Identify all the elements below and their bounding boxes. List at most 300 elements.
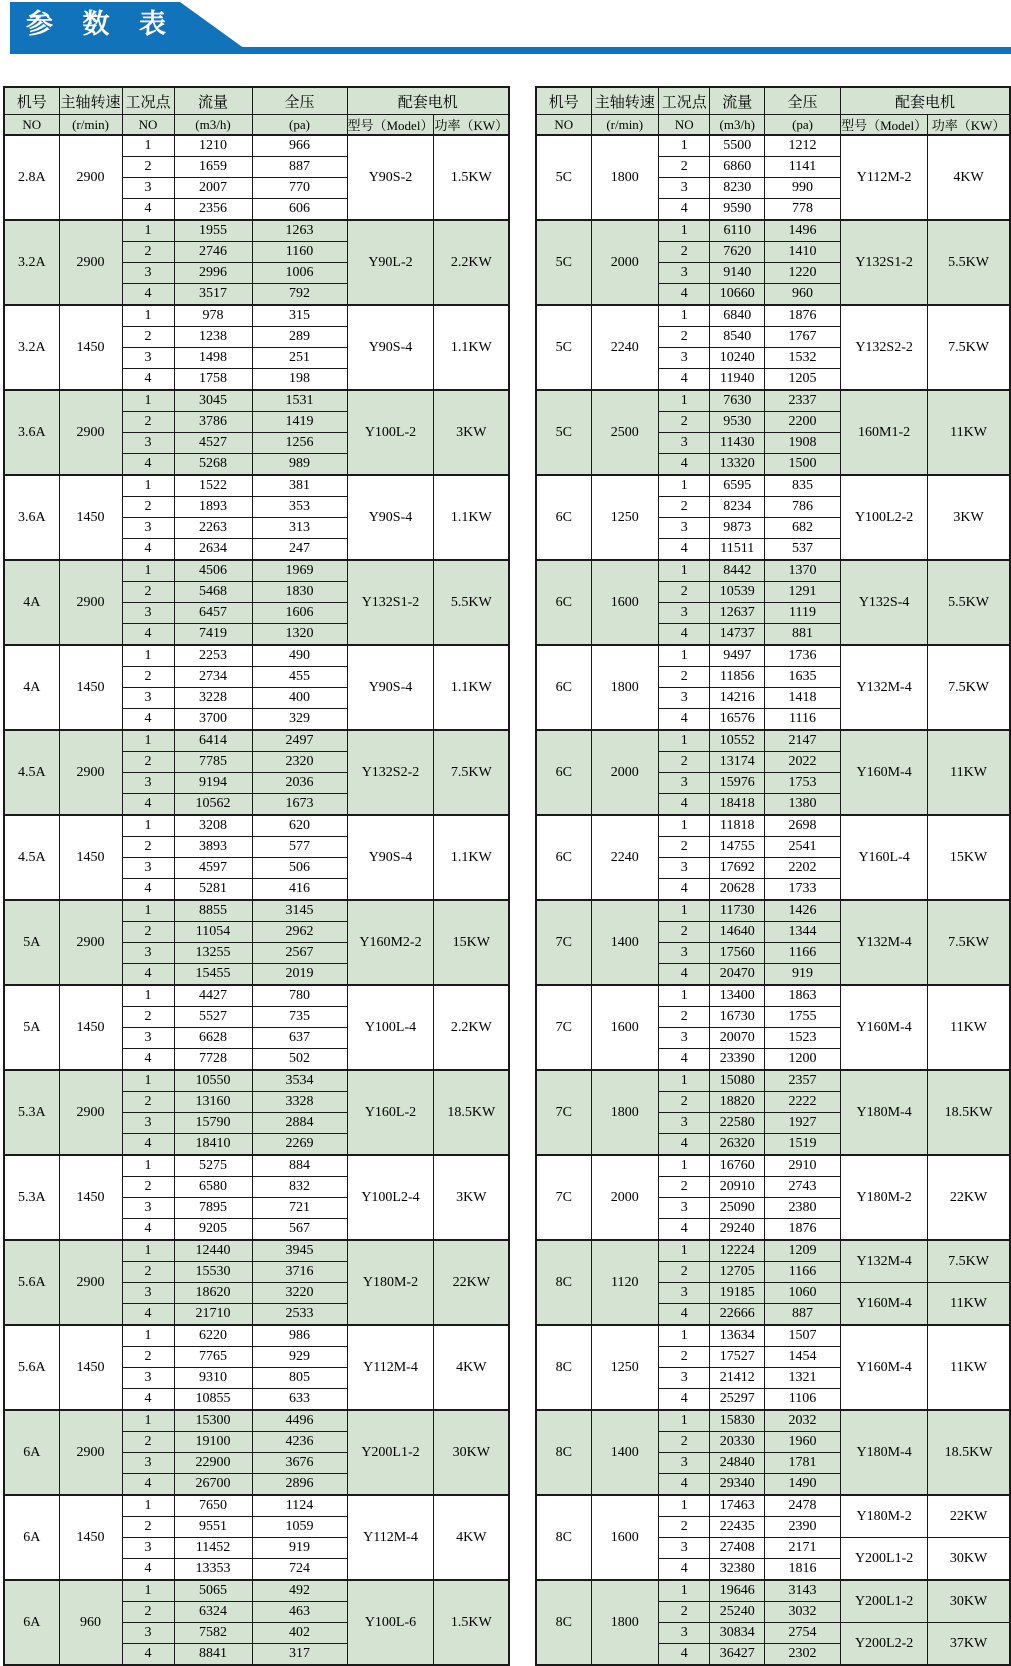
point-no-cell: 3 — [658, 1283, 710, 1304]
point-no-cell: 4 — [122, 879, 174, 901]
col-subheader-motor-power: 功率（KW） — [434, 115, 509, 136]
motor-model-cell: Y160M-4 — [841, 985, 928, 1070]
machine-no-cell: 7C — [536, 985, 591, 1070]
pressure-cell: 2478 — [764, 1495, 840, 1517]
flow-cell: 7765 — [174, 1347, 252, 1368]
pressure-cell: 3945 — [252, 1240, 347, 1262]
point-no-cell: 2 — [658, 1347, 710, 1368]
machine-no-cell: 3.6A — [4, 390, 59, 475]
flow-cell: 22666 — [710, 1304, 764, 1326]
pressure-cell: 2147 — [764, 730, 840, 752]
flow-cell: 13320 — [710, 454, 764, 476]
pressure-cell: 1500 — [764, 454, 840, 476]
speed-cell: 2500 — [591, 390, 658, 475]
pressure-cell: 960 — [764, 284, 840, 306]
point-no-cell: 3 — [122, 1283, 174, 1304]
pressure-cell: 251 — [252, 348, 347, 369]
pressure-cell: 1876 — [764, 305, 840, 327]
pressure-cell: 1263 — [252, 220, 347, 242]
point-no-cell: 4 — [122, 709, 174, 731]
point-no-cell: 3 — [658, 348, 710, 369]
point-no-cell: 4 — [122, 1304, 174, 1326]
col-header-machine: 机号 — [536, 87, 591, 115]
flow-cell: 14640 — [710, 922, 764, 943]
flow-cell: 8540 — [710, 327, 764, 348]
motor-model-cell: Y90S-2 — [347, 135, 434, 220]
flow-cell: 6840 — [710, 305, 764, 327]
flow-cell: 19100 — [174, 1432, 252, 1453]
flow-cell: 25297 — [710, 1389, 764, 1411]
point-no-cell: 2 — [122, 1432, 174, 1453]
speed-cell: 2900 — [59, 135, 122, 220]
flow-cell: 13255 — [174, 943, 252, 964]
pressure-cell: 1736 — [764, 645, 840, 667]
pressure-cell: 1418 — [764, 688, 840, 709]
flow-cell: 9551 — [174, 1517, 252, 1538]
pressure-cell: 1212 — [764, 135, 840, 157]
pressure-cell: 1321 — [764, 1368, 840, 1389]
flow-cell: 11940 — [710, 369, 764, 391]
pressure-cell: 887 — [252, 157, 347, 178]
flow-cell: 9310 — [174, 1368, 252, 1389]
point-no-cell: 2 — [658, 497, 710, 518]
speed-cell: 1600 — [591, 985, 658, 1070]
motor-model-cell: Y90S-4 — [347, 815, 434, 900]
pressure-cell: 780 — [252, 985, 347, 1007]
flow-cell: 23390 — [710, 1049, 764, 1071]
pressure-cell: 835 — [764, 475, 840, 497]
col-subheader-pressure: (pa) — [764, 115, 840, 136]
pressure-cell: 317 — [252, 1644, 347, 1666]
point-no-cell: 2 — [122, 1007, 174, 1028]
flow-cell: 2634 — [174, 539, 252, 561]
flow-cell: 3893 — [174, 837, 252, 858]
pressure-cell: 1380 — [764, 794, 840, 816]
col-header-point: 工况点 — [658, 87, 710, 115]
speed-cell: 2900 — [59, 560, 122, 645]
pressure-cell: 1059 — [252, 1517, 347, 1538]
machine-no-cell: 6A — [4, 1410, 59, 1495]
flow-cell: 9873 — [710, 518, 764, 539]
flow-cell: 6595 — [710, 475, 764, 497]
flow-cell: 11818 — [710, 815, 764, 837]
point-no-cell: 1 — [658, 900, 710, 922]
flow-cell: 6628 — [174, 1028, 252, 1049]
flow-cell: 4506 — [174, 560, 252, 582]
point-no-cell: 1 — [658, 475, 710, 497]
motor-power-cell: 5.5KW — [928, 560, 1010, 645]
motor-power-cell: 3KW — [434, 390, 509, 475]
motor-model-cell: Y90S-4 — [347, 305, 434, 390]
parameter-table-left — [3, 86, 510, 1666]
flow-cell: 10550 — [174, 1070, 252, 1092]
point-no-cell: 3 — [658, 178, 710, 199]
pressure-cell: 2302 — [764, 1644, 840, 1666]
flow-cell: 4427 — [174, 985, 252, 1007]
flow-cell: 11856 — [710, 667, 764, 688]
flow-cell: 6110 — [710, 220, 764, 242]
flow-cell: 7728 — [174, 1049, 252, 1071]
point-no-cell: 2 — [658, 242, 710, 263]
point-no-cell: 2 — [122, 752, 174, 773]
flow-cell: 22435 — [710, 1517, 764, 1538]
point-no-cell: 4 — [122, 369, 174, 391]
point-no-cell: 1 — [658, 1325, 710, 1347]
point-no-cell: 3 — [658, 773, 710, 794]
pressure-cell: 1635 — [764, 667, 840, 688]
flow-cell: 6324 — [174, 1602, 252, 1623]
flow-cell: 12440 — [174, 1240, 252, 1262]
speed-cell: 2900 — [59, 220, 122, 305]
flow-cell: 2746 — [174, 242, 252, 263]
point-no-cell: 2 — [122, 667, 174, 688]
pressure-cell: 2019 — [252, 964, 347, 986]
point-no-cell: 3 — [658, 263, 710, 284]
motor-model-cell: Y160M2-2 — [347, 900, 434, 985]
flow-cell: 3517 — [174, 284, 252, 306]
pressure-cell: 2022 — [764, 752, 840, 773]
flow-cell: 8234 — [710, 497, 764, 518]
machine-no-cell: 5C — [536, 220, 591, 305]
pressure-cell: 1006 — [252, 263, 347, 284]
flow-cell: 5527 — [174, 1007, 252, 1028]
motor-model-cell: Y100L-2 — [347, 390, 434, 475]
flow-cell: 4527 — [174, 433, 252, 454]
point-no-cell: 4 — [122, 794, 174, 816]
point-no-cell: 2 — [658, 1517, 710, 1538]
point-no-cell: 1 — [658, 815, 710, 837]
col-subheader-machine: NO — [536, 115, 591, 136]
pressure-cell: 1733 — [764, 879, 840, 901]
point-no-cell: 4 — [658, 539, 710, 561]
point-no-cell: 3 — [122, 348, 174, 369]
speed-cell: 2900 — [59, 1240, 122, 1325]
pressure-cell: 1496 — [764, 220, 840, 242]
point-no-cell: 2 — [658, 157, 710, 178]
point-no-cell: 1 — [658, 730, 710, 752]
pressure-cell: 1876 — [764, 1219, 840, 1241]
machine-no-cell: 7C — [536, 900, 591, 985]
flow-cell: 9590 — [710, 199, 764, 221]
flow-cell: 2263 — [174, 518, 252, 539]
pressure-cell: 1256 — [252, 433, 347, 454]
col-subheader-motor-model: 型号（Model） — [347, 115, 434, 136]
point-no-cell: 1 — [122, 815, 174, 837]
flow-cell: 15455 — [174, 964, 252, 986]
flow-cell: 5065 — [174, 1580, 252, 1602]
col-subheader-speed: (r/min) — [59, 115, 122, 136]
machine-no-cell: 6A — [4, 1495, 59, 1580]
pressure-cell: 1960 — [764, 1432, 840, 1453]
pressure-cell: 353 — [252, 497, 347, 518]
point-no-cell: 3 — [122, 1538, 174, 1559]
flow-cell: 36427 — [710, 1644, 764, 1666]
flow-cell: 17527 — [710, 1347, 764, 1368]
point-no-cell: 3 — [122, 1113, 174, 1134]
pressure-cell: 3220 — [252, 1283, 347, 1304]
point-no-cell: 3 — [122, 178, 174, 199]
machine-no-cell: 5.6A — [4, 1240, 59, 1325]
flow-cell: 20470 — [710, 964, 764, 986]
flow-cell: 2253 — [174, 645, 252, 667]
flow-cell: 1955 — [174, 220, 252, 242]
pressure-cell: 1166 — [764, 943, 840, 964]
pressure-cell: 721 — [252, 1198, 347, 1219]
point-no-cell: 1 — [658, 1070, 710, 1092]
pressure-cell: 567 — [252, 1219, 347, 1241]
motor-power-cell: 1.5KW — [434, 1580, 509, 1665]
point-no-cell: 4 — [658, 1559, 710, 1581]
pressure-cell: 1606 — [252, 603, 347, 624]
point-no-cell: 1 — [122, 135, 174, 157]
motor-power-cell: 22KW — [928, 1495, 1010, 1538]
point-no-cell: 3 — [658, 603, 710, 624]
motor-model-cell: Y90L-2 — [347, 220, 434, 305]
pressure-cell: 2390 — [764, 1517, 840, 1538]
motor-model-cell: Y200L1-2 — [841, 1538, 928, 1581]
pressure-cell: 1141 — [764, 157, 840, 178]
pressure-cell: 2202 — [764, 858, 840, 879]
point-no-cell: 3 — [122, 603, 174, 624]
point-no-cell: 3 — [658, 1028, 710, 1049]
speed-cell: 1120 — [591, 1240, 658, 1325]
pressure-cell: 881 — [764, 624, 840, 646]
machine-no-cell: 8C — [536, 1495, 591, 1580]
flow-cell: 2996 — [174, 263, 252, 284]
motor-power-cell: 30KW — [434, 1410, 509, 1495]
speed-cell: 1800 — [591, 1070, 658, 1155]
pressure-cell: 633 — [252, 1389, 347, 1411]
point-no-cell: 3 — [122, 518, 174, 539]
flow-cell: 18620 — [174, 1283, 252, 1304]
pressure-cell: 3534 — [252, 1070, 347, 1092]
motor-model-cell: Y180M-4 — [841, 1070, 928, 1155]
flow-cell: 18418 — [710, 794, 764, 816]
col-subheader-point: NO — [122, 115, 174, 136]
point-no-cell: 4 — [658, 1219, 710, 1241]
point-no-cell: 4 — [122, 539, 174, 561]
point-no-cell: 2 — [658, 667, 710, 688]
pressure-cell: 1673 — [252, 794, 347, 816]
point-no-cell: 1 — [658, 305, 710, 327]
motor-power-cell: 37KW — [928, 1623, 1010, 1666]
pressure-cell: 1166 — [764, 1262, 840, 1283]
pressure-cell: 2896 — [252, 1474, 347, 1496]
machine-no-cell: 7C — [536, 1155, 591, 1240]
flow-cell: 16730 — [710, 1007, 764, 1028]
point-no-cell: 3 — [658, 1198, 710, 1219]
motor-power-cell: 4KW — [928, 135, 1010, 220]
point-no-cell: 2 — [658, 412, 710, 433]
pressure-cell: 1908 — [764, 433, 840, 454]
machine-no-cell: 6C — [536, 645, 591, 730]
col-subheader-speed: (r/min) — [591, 115, 658, 136]
pressure-cell: 2698 — [764, 815, 840, 837]
flow-cell: 25090 — [710, 1198, 764, 1219]
speed-cell: 1450 — [59, 1495, 122, 1580]
pressure-cell: 606 — [252, 199, 347, 221]
machine-no-cell: 2.8A — [4, 135, 59, 220]
col-subheader-flow: (m3/h) — [710, 115, 764, 136]
pressure-cell: 929 — [252, 1347, 347, 1368]
pressure-cell: 989 — [252, 454, 347, 476]
motor-power-cell: 1.1KW — [434, 305, 509, 390]
pressure-cell: 1755 — [764, 1007, 840, 1028]
point-no-cell: 2 — [122, 242, 174, 263]
flow-cell: 8855 — [174, 900, 252, 922]
point-no-cell: 1 — [658, 1495, 710, 1517]
point-no-cell: 1 — [122, 1410, 174, 1432]
point-no-cell: 3 — [658, 518, 710, 539]
point-no-cell: 4 — [122, 199, 174, 221]
motor-power-cell: 3KW — [928, 475, 1010, 560]
point-no-cell: 1 — [122, 730, 174, 752]
page-title: 参 数 表 — [26, 9, 178, 39]
machine-no-cell: 5.6A — [4, 1325, 59, 1410]
pressure-cell: 2743 — [764, 1177, 840, 1198]
pressure-cell: 1490 — [764, 1474, 840, 1496]
speed-cell: 2240 — [591, 815, 658, 900]
pressure-cell: 2337 — [764, 390, 840, 412]
point-no-cell: 2 — [122, 497, 174, 518]
point-no-cell: 3 — [658, 433, 710, 454]
point-no-cell: 1 — [122, 560, 174, 582]
motor-power-cell: 1.1KW — [434, 475, 509, 560]
point-no-cell: 2 — [122, 1602, 174, 1623]
pressure-cell: 1454 — [764, 1347, 840, 1368]
pressure-cell: 3143 — [764, 1580, 840, 1602]
col-subheader-machine: NO — [4, 115, 59, 136]
flow-cell: 2356 — [174, 199, 252, 221]
speed-cell: 1800 — [591, 645, 658, 730]
point-no-cell: 4 — [122, 624, 174, 646]
point-no-cell: 2 — [122, 1347, 174, 1368]
motor-power-cell: 11KW — [928, 985, 1010, 1070]
speed-cell: 1250 — [591, 475, 658, 560]
pressure-cell: 506 — [252, 858, 347, 879]
motor-model-cell: Y200L2-2 — [841, 1623, 928, 1666]
flow-cell: 5275 — [174, 1155, 252, 1177]
motor-model-cell: 160M1-2 — [841, 390, 928, 475]
flow-cell: 16576 — [710, 709, 764, 731]
pressure-cell: 1060 — [764, 1283, 840, 1304]
point-no-cell: 4 — [122, 1389, 174, 1411]
machine-no-cell: 4.5A — [4, 730, 59, 815]
point-no-cell: 2 — [122, 1517, 174, 1538]
pressure-cell: 463 — [252, 1602, 347, 1623]
pressure-cell: 1200 — [764, 1049, 840, 1071]
flow-cell: 15790 — [174, 1113, 252, 1134]
col-subheader-pressure: (pa) — [252, 115, 347, 136]
motor-power-cell: 5.5KW — [434, 560, 509, 645]
pressure-cell: 3676 — [252, 1453, 347, 1474]
flow-cell: 1758 — [174, 369, 252, 391]
motor-model-cell: Y160M-4 — [841, 1325, 928, 1410]
point-no-cell: 1 — [122, 390, 174, 412]
flow-cell: 12705 — [710, 1262, 764, 1283]
machine-no-cell: 5.3A — [4, 1155, 59, 1240]
flow-cell: 20628 — [710, 879, 764, 901]
flow-cell: 6220 — [174, 1325, 252, 1347]
pressure-cell: 1830 — [252, 582, 347, 603]
flow-cell: 12224 — [710, 1240, 764, 1262]
motor-model-cell: Y112M-4 — [347, 1325, 434, 1410]
point-no-cell: 4 — [122, 284, 174, 306]
flow-cell: 13634 — [710, 1325, 764, 1347]
point-no-cell: 1 — [122, 900, 174, 922]
flow-cell: 25240 — [710, 1602, 764, 1623]
pressure-cell: 887 — [764, 1304, 840, 1326]
flow-cell: 15830 — [710, 1410, 764, 1432]
pressure-cell: 1816 — [764, 1559, 840, 1581]
motor-model-cell: Y132S2-2 — [841, 305, 928, 390]
flow-cell: 18410 — [174, 1134, 252, 1156]
point-no-cell: 3 — [122, 1368, 174, 1389]
point-no-cell: 3 — [122, 1198, 174, 1219]
flow-cell: 2007 — [174, 178, 252, 199]
point-no-cell: 2 — [658, 922, 710, 943]
point-no-cell: 4 — [122, 1644, 174, 1666]
point-no-cell: 1 — [658, 1580, 710, 1602]
flow-cell: 32380 — [710, 1559, 764, 1581]
point-no-cell: 3 — [658, 1368, 710, 1389]
point-no-cell: 2 — [122, 412, 174, 433]
point-no-cell: 4 — [658, 1474, 710, 1496]
flow-cell: 16760 — [710, 1155, 764, 1177]
col-header-pressure: 全压 — [764, 87, 840, 115]
motor-model-cell: Y112M-2 — [841, 135, 928, 220]
point-no-cell: 4 — [658, 1304, 710, 1326]
point-no-cell: 4 — [122, 1049, 174, 1071]
motor-model-cell: Y160L-2 — [347, 1070, 434, 1155]
flow-cell: 978 — [174, 305, 252, 327]
flow-cell: 19185 — [710, 1283, 764, 1304]
speed-cell: 1600 — [591, 560, 658, 645]
machine-no-cell: 5C — [536, 305, 591, 390]
pressure-cell: 1507 — [764, 1325, 840, 1347]
flow-cell: 30834 — [710, 1623, 764, 1644]
machine-no-cell: 5A — [4, 900, 59, 985]
flow-cell: 8841 — [174, 1644, 252, 1666]
motor-model-cell: Y132S2-2 — [347, 730, 434, 815]
pressure-cell: 1927 — [764, 1113, 840, 1134]
pressure-cell: 329 — [252, 709, 347, 731]
motor-power-cell: 2.2KW — [434, 220, 509, 305]
speed-cell: 1450 — [59, 305, 122, 390]
pressure-cell: 1419 — [252, 412, 347, 433]
point-no-cell: 2 — [658, 327, 710, 348]
flow-cell: 19646 — [710, 1580, 764, 1602]
machine-no-cell: 3.6A — [4, 475, 59, 560]
pressure-cell: 805 — [252, 1368, 347, 1389]
pressure-cell: 1426 — [764, 900, 840, 922]
pressure-cell: 1209 — [764, 1240, 840, 1262]
point-no-cell: 2 — [658, 1177, 710, 1198]
point-no-cell: 4 — [658, 1134, 710, 1156]
flow-cell: 14737 — [710, 624, 764, 646]
pressure-cell: 1320 — [252, 624, 347, 646]
speed-cell: 2900 — [59, 730, 122, 815]
point-no-cell: 4 — [658, 964, 710, 986]
pressure-cell: 778 — [764, 199, 840, 221]
motor-model-cell: Y132S1-2 — [841, 220, 928, 305]
motor-power-cell: 1.1KW — [434, 815, 509, 900]
flow-cell: 3228 — [174, 688, 252, 709]
pressure-cell: 966 — [252, 135, 347, 157]
speed-cell: 2000 — [591, 730, 658, 815]
point-no-cell: 4 — [658, 709, 710, 731]
point-no-cell: 3 — [122, 1028, 174, 1049]
